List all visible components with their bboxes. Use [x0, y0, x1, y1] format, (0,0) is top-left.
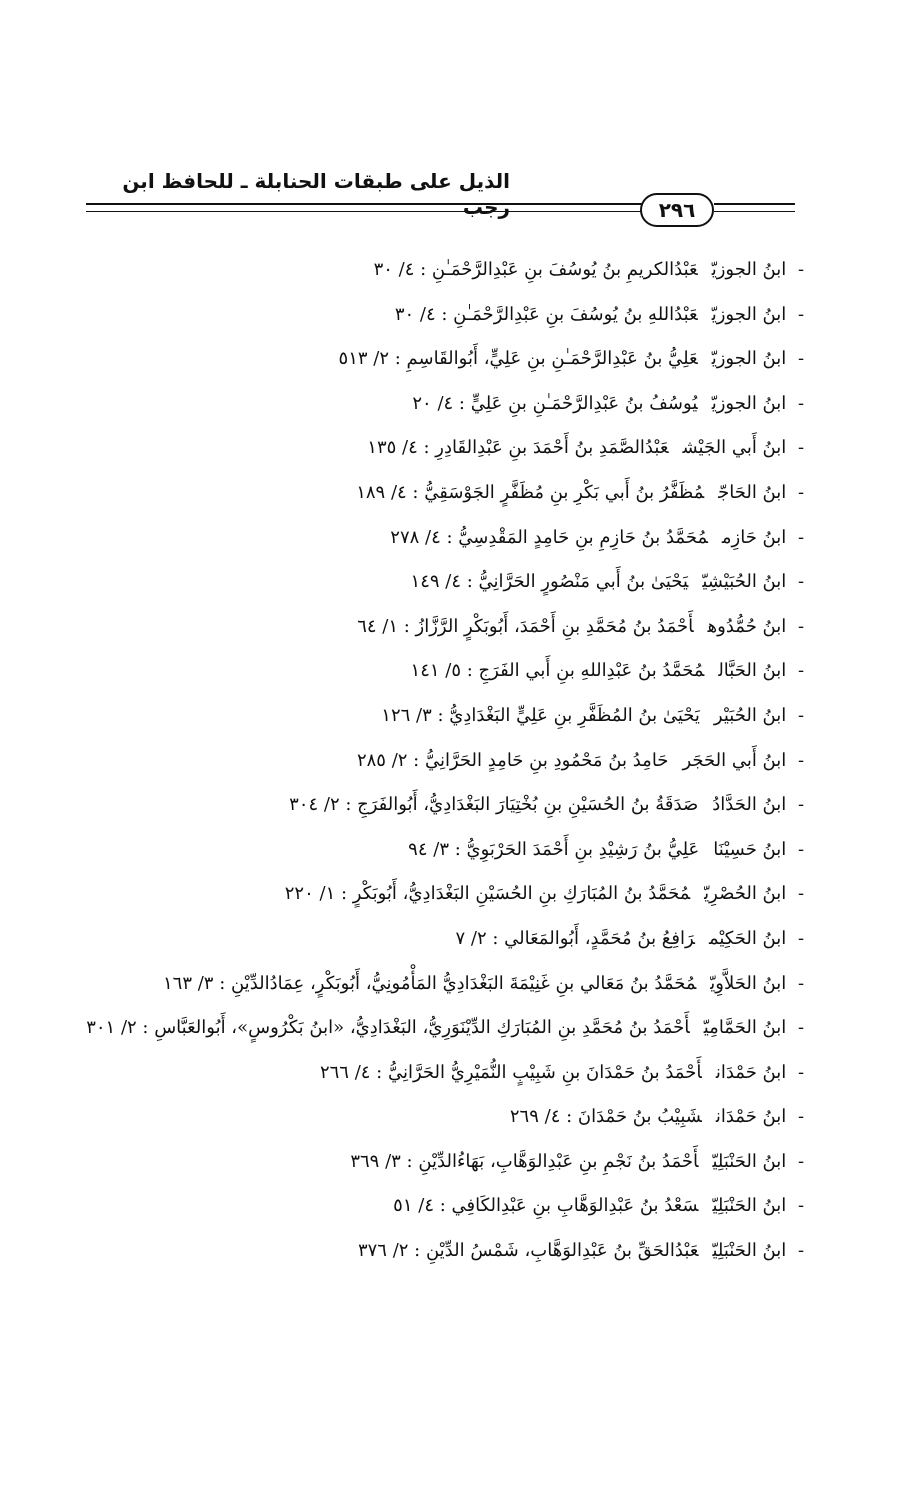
index-entry — [40, 337, 810, 382]
header-rule-left-thick — [86, 203, 642, 205]
entry-name: ابنُ الحَاجّ — [718, 481, 787, 503]
index-entry — [40, 1095, 810, 1140]
header-rule-left-thin — [86, 211, 642, 212]
entry-name: ابنُ الحَنْبَلِيّ — [712, 1240, 787, 1262]
entry-name: ابنُ الحَبَّال — [718, 660, 787, 682]
entry-bullet-dash: - — [797, 660, 805, 682]
index-entry — [40, 917, 810, 962]
entry-name: ابنُ الحَنْبَلِيّ — [712, 1150, 787, 1172]
index-entry — [40, 1140, 810, 1185]
index-entry — [40, 382, 810, 427]
entry-name: ابنُ حَمْدَان — [715, 1106, 787, 1128]
entry-bullet-dash: - — [797, 1240, 805, 1262]
header-rule-right-thick — [714, 203, 795, 205]
entry-detail: أَحْمَدُ بنُ حَمْدَانَ بنِ شَبِيْبٍ النُّمَيْرِيُّ الحَرَّانِيُّ : ٤/ ٢٦٦ — [319, 1061, 702, 1083]
index-entry — [40, 694, 810, 739]
entry-bullet-dash: - — [797, 838, 805, 860]
index-entry — [40, 516, 810, 561]
entry-detail: مُحَمَّدُ بنُ حَازِمِ بنِ حَامِدٍ المَقْدِسِيُّ : ٤/ ٢٧٨ — [390, 526, 708, 548]
index-entry-list — [40, 248, 810, 1274]
entry-detail: عَبْدُالصَّمَدِ بنُ أَحْمَدَ بنِ عَبْدِالقَادِرِ : ٤/ ١٣٥ — [367, 437, 669, 459]
entry-bullet-dash: - — [797, 1195, 805, 1217]
index-entry — [40, 293, 810, 338]
entry-detail: عَبْدُاللهِ بنُ يُوسُفَ بنِ عَبْدِالرَّحْمَـٰنِ : ٤/ ٣٠ — [394, 303, 698, 325]
entry-bullet-dash: - — [797, 1017, 805, 1039]
entry-detail: مُحَمَّدُ بنُ مَعَالي بنِ غَنِيْمَةَ البَغْدَادِيُّ المَأْمُونِيُّ، أَبُوبَكْرٍ، عِمَادُالدِّيْنِ : ٣/ ١٦٣ — [162, 972, 697, 994]
index-entry — [40, 962, 810, 1007]
entry-name: ابنُ الجوزيّ — [711, 392, 787, 414]
page-number: ٢٩٦ — [640, 193, 714, 227]
entry-detail: شَبِيْبُ بنُ حَمْدَانَ : ٤/ ٢٦٩ — [509, 1106, 702, 1128]
header-rule-right-thin — [714, 211, 795, 212]
entry-detail: عَبْدُالحَقِّ بنُ عَبْدِالوَهَّابِ، شَمْسُ الدِّيْنِ : ٢/ ٣٧٦ — [357, 1240, 699, 1262]
entry-detail: مُحَمَّدُ بنُ عَبْدِاللهِ بنِ أَبي الفَرَجِ : ٥/ ١٤١ — [410, 660, 705, 682]
entry-name: ابنُ الحَدَّادُ — [712, 794, 787, 816]
entry-name: ابنُ الجوزيّ — [711, 348, 787, 370]
entry-name: ابنُ الحَكِيْم — [708, 927, 787, 949]
entry-bullet-dash: - — [797, 526, 805, 548]
entry-bullet-dash: - — [797, 303, 805, 325]
entry-bullet-dash: - — [797, 749, 805, 771]
entry-detail: عَبْدُالكريمِ بنُ يُوسُفَ بنِ عَبْدِالرَّحْمَـٰنِ : ٤/ ٣٠ — [373, 259, 698, 280]
index-entry — [40, 1006, 810, 1051]
entry-bullet-dash: - — [797, 571, 805, 593]
entry-bullet-dash: - — [797, 1061, 805, 1083]
entry-bullet-dash: - — [797, 972, 805, 994]
entry-bullet-dash: - — [797, 392, 805, 414]
entry-detail: مُظَفَّرُ بنُ أَبي بَكْرِ بنِ مُظَفَّرٍ الجَوْسَقِيُّ : ٤/ ١٨٩ — [356, 481, 705, 503]
entry-bullet-dash: - — [797, 883, 805, 905]
index-entry — [40, 426, 810, 471]
entry-detail: سَعْدُ بنُ عَبْدِالوَهَّابِ بنِ عَبْدِالكَافِي : ٤/ ٥١ — [393, 1195, 699, 1217]
entry-detail: حَامِدُ بنُ مَحْمُودِ بنِ حَامِدٍ الحَرَّانِيُّ : ٢/ ٢٨٥ — [356, 749, 669, 771]
entry-name: ابنُ حَمْدَان — [715, 1061, 787, 1083]
entry-name: ابنُ أَبي الجَيْش — [682, 437, 787, 459]
entry-detail: يَحْيَىٰ بنُ أَبي مَنْصُورٍ الحَرَّانِيُّ : ٤/ ١٤٩ — [410, 571, 689, 593]
entry-detail: صَدَقَةُ بنُ الحُسَيْنِ بنِ بُخْتِيَارَ البَغْدَادِيُّ، أَبُوالفَرَجِ : ٢/ ٣٠٤ — [289, 794, 699, 816]
index-entry — [40, 1051, 810, 1096]
entry-detail: أَحْمَدُ بنُ مُحَمَّدِ بنِ المُبَارَكِ الدِّيْنَوَرِيُّ، البَغْدَادِيُّ، «ابنُ بَكْرُوسٍ»، أَبُوالعَبَّاسِ : ٢/ ٣٠١ — [86, 1017, 690, 1039]
entry-bullet-dash: - — [797, 1106, 805, 1128]
index-entry — [40, 739, 810, 784]
entry-detail: يَحْيَىٰ بنُ المُظَفَّرِ بنِ عَلِيٍّ البَغْدَادِيُّ : ٣/ ١٢٦ — [381, 704, 700, 726]
entry-name: ابنُ الحَمَّامِيّ — [703, 1017, 787, 1039]
entry-bullet-dash: - — [797, 437, 805, 459]
entry-bullet-dash: - — [797, 704, 805, 726]
entry-bullet-dash: - — [797, 259, 805, 280]
entry-detail: أَحْمَدُ بنُ مُحَمَّدِ بنِ أَحْمَدَ، أَبُوبَكْرٍ الرَّزَّازُ : ١/ ٦٤ — [357, 615, 694, 637]
index-entry — [40, 783, 810, 828]
entry-name: ابنُ الحُصْرِيّ — [704, 883, 787, 905]
running-header-title: الذيل على طبقات الحنابلة ـ للحافظ ابن رجب — [122, 169, 510, 219]
entry-name: ابنُ الجوزيّ — [711, 303, 787, 325]
entry-name: ابنُ الحُبَيْشِيّ — [702, 571, 787, 593]
entry-bullet-dash: - — [797, 1150, 805, 1172]
entry-detail: أَحْمَدُ بنُ نَجْمِ بنِ عَبْدِالوَهَّابِ، بَهَاءُالدِّيْنِ : ٣/ ٣٦٩ — [350, 1150, 699, 1172]
entry-bullet-dash: - — [797, 615, 805, 637]
entry-detail: يُوسُفُ بنُ عَبْدِالرَّحْمَـٰنِ بنِ عَلِيٍّ : ٤/ ٢٠ — [412, 392, 698, 414]
index-entry — [40, 649, 810, 694]
index-entry — [40, 471, 810, 516]
entry-name: ابنُ حَسِيْنَا — [713, 838, 787, 860]
index-entry — [40, 872, 810, 917]
entry-name: ابنُ الجوزيّ — [711, 259, 787, 280]
entry-bullet-dash: - — [797, 348, 805, 370]
index-entry — [40, 828, 810, 873]
entry-bullet-dash: - — [797, 927, 805, 949]
entry-detail: مُحَمَّدُ بنُ المُبَارَكِ بنِ الحُسَيْنِ البَغْدَادِيُّ، أَبُوبَكْرٍ : ١/ ٢٢٠ — [284, 883, 691, 905]
entry-name: ابنُ الحَنْبَلِيّ — [712, 1195, 787, 1217]
index-entry — [40, 605, 810, 650]
entry-detail: رَافِعُ بنُ مُحَمَّدٍ، أَبُوالمَعَالي : ٢/ ٧ — [455, 927, 695, 949]
entry-detail: عَلِيُّ بنُ عَبْدِالرَّحْمَـٰنِ بنِ عَلِيٍّ، أَبُوالقَاسِمِ : ٢/ ٥١٣ — [338, 348, 698, 370]
entry-bullet-dash: - — [797, 794, 805, 816]
index-entry — [40, 560, 810, 605]
index-entry — [40, 248, 810, 293]
entry-name: ابنُ الحَلاَّوِيّ — [710, 972, 787, 994]
index-entry — [40, 1229, 810, 1274]
entry-name: ابنُ أَبي الحَجَر — [682, 749, 787, 771]
entry-name: ابنُ حُمُّدُوه — [707, 615, 787, 637]
entry-name: ابنُ الحُبَيْر — [713, 704, 787, 726]
entry-bullet-dash: - — [797, 481, 805, 503]
index-entry — [40, 1184, 810, 1229]
entry-detail: عَلِيُّ بنُ رَشِيْدِ بنِ أَحْمَدَ الحَرْبَوِيُّ : ٣/ ٩٤ — [408, 838, 700, 860]
entry-name: ابنُ حَازِم — [721, 526, 787, 548]
